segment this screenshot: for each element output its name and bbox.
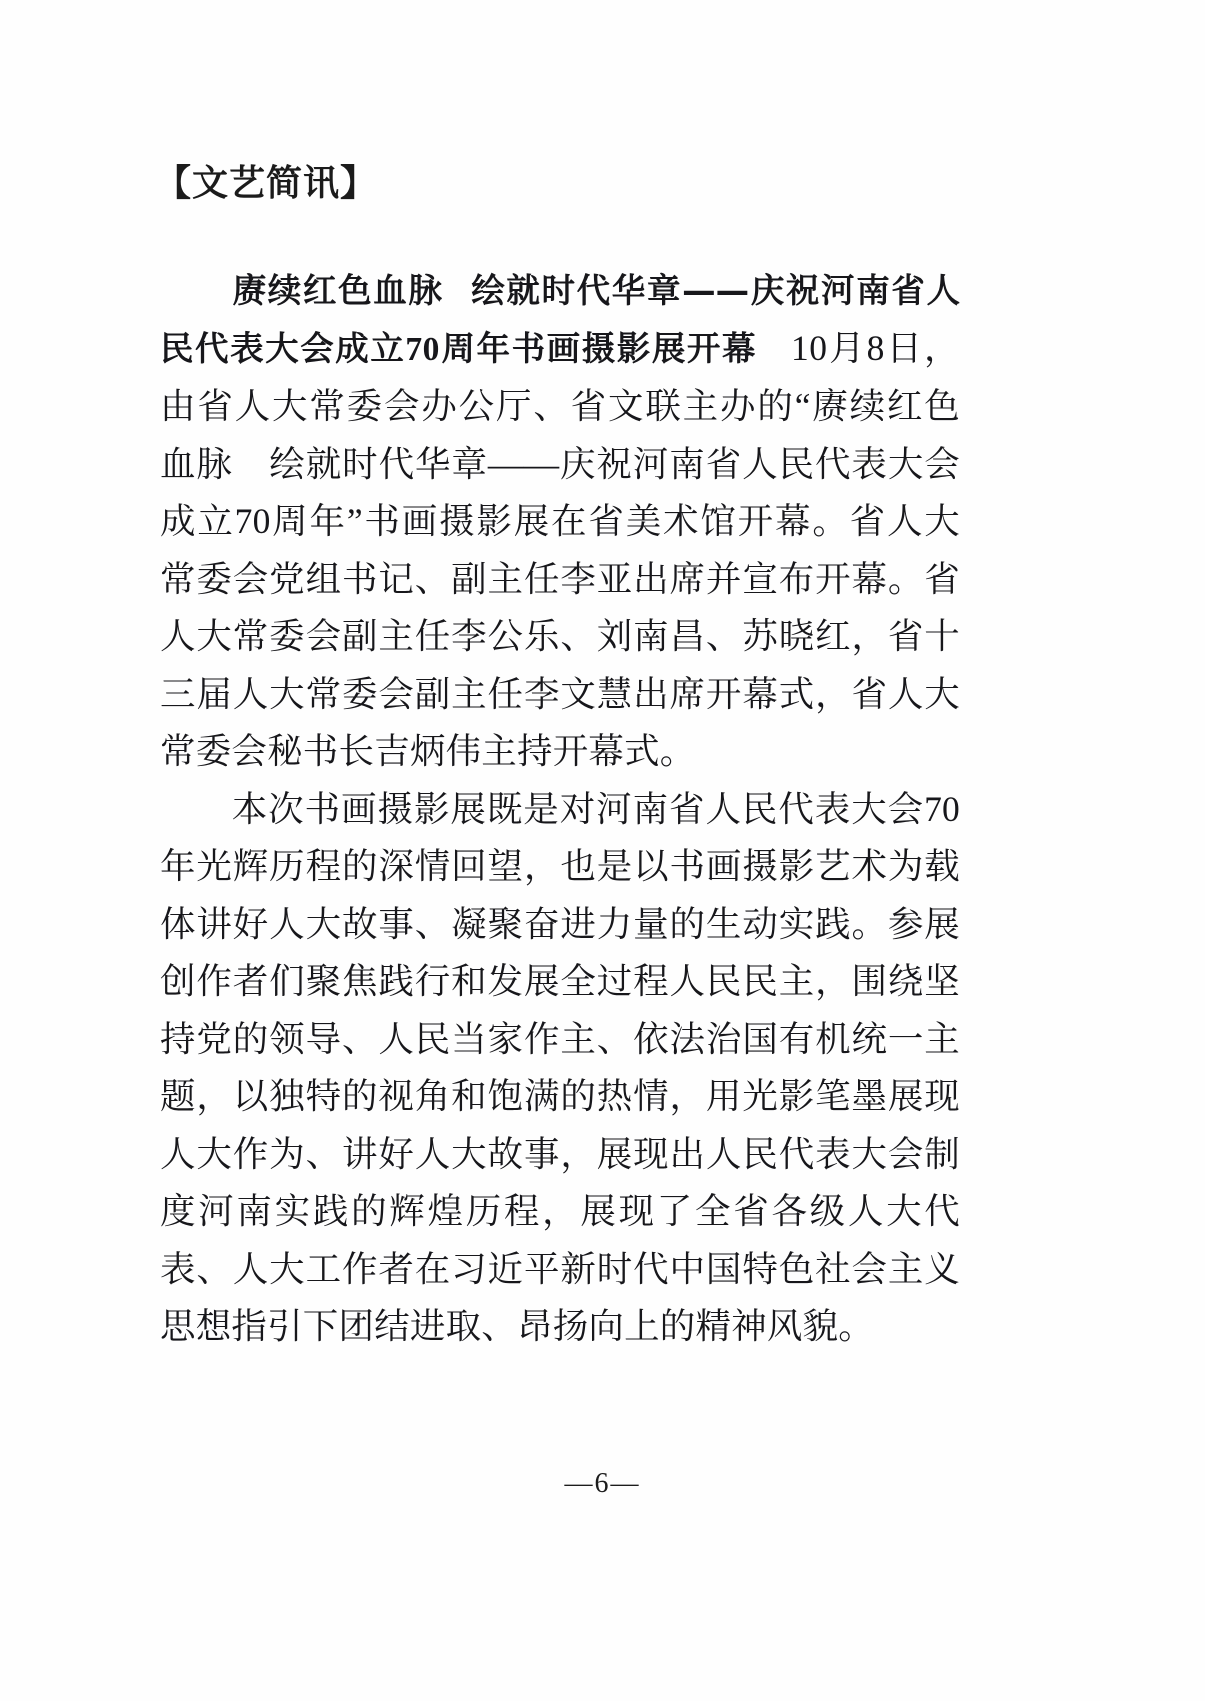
page-number: —6—	[564, 1468, 641, 1499]
article-paragraph-2-text: 本次书画摄影展既是对河南省人民代表大会70年光辉历程的深情回望，也是以书画摄影艺术为载体讲好人大故事、凝聚奋进力量的生动实践。参展创作者们聚焦践行和发展全过程人民民主，围绕坚持党的领导、人民当家作主、依法治国有机统一主题，以独特的视角和饱满的热情，用光影笔墨展现人大作为、讲好人大故事，展现出人民代表大会制度河南实践的辉煌历程，展现了全省各级人大代表、人大工作者在习近平新时代中国特色社会主义思想指引下团结进取、昂扬向上的精神风貌。	[160, 788, 960, 1346]
article-title-part-2: 绘就时代华章——庆祝河南省人民代表大会成立	[160, 271, 961, 368]
section-heading: 【文艺简讯】	[155, 163, 378, 204]
article-title-part-1: 赓续红色血脉	[231, 271, 444, 310]
article-paragraph-1-text: 由省人大常委会办公厅、省文联主办的“赓续红色血脉 绘就时代华章——庆祝河南省人民代表大会成立70周年”书画摄影展在省美术馆开幕。省人大常委会党组书记、副主任李亚出席并宣布开幕。省人大常委会副主任李公乐、刘南昌、苏晓红，省十三届人大常委会副主任李文慧出席开幕式，省人大常委会秘书长吉炳伟主持开幕式。	[160, 386, 960, 771]
article-paragraph-1	[160, 262, 960, 781]
article-lead-date: 10月8日，	[791, 327, 961, 368]
article-body	[160, 262, 960, 1356]
article-title-part-3: 周年书画摄影展开幕	[439, 328, 758, 368]
article-title-number: 70	[405, 330, 440, 368]
article-paragraph-2	[160, 781, 960, 1356]
